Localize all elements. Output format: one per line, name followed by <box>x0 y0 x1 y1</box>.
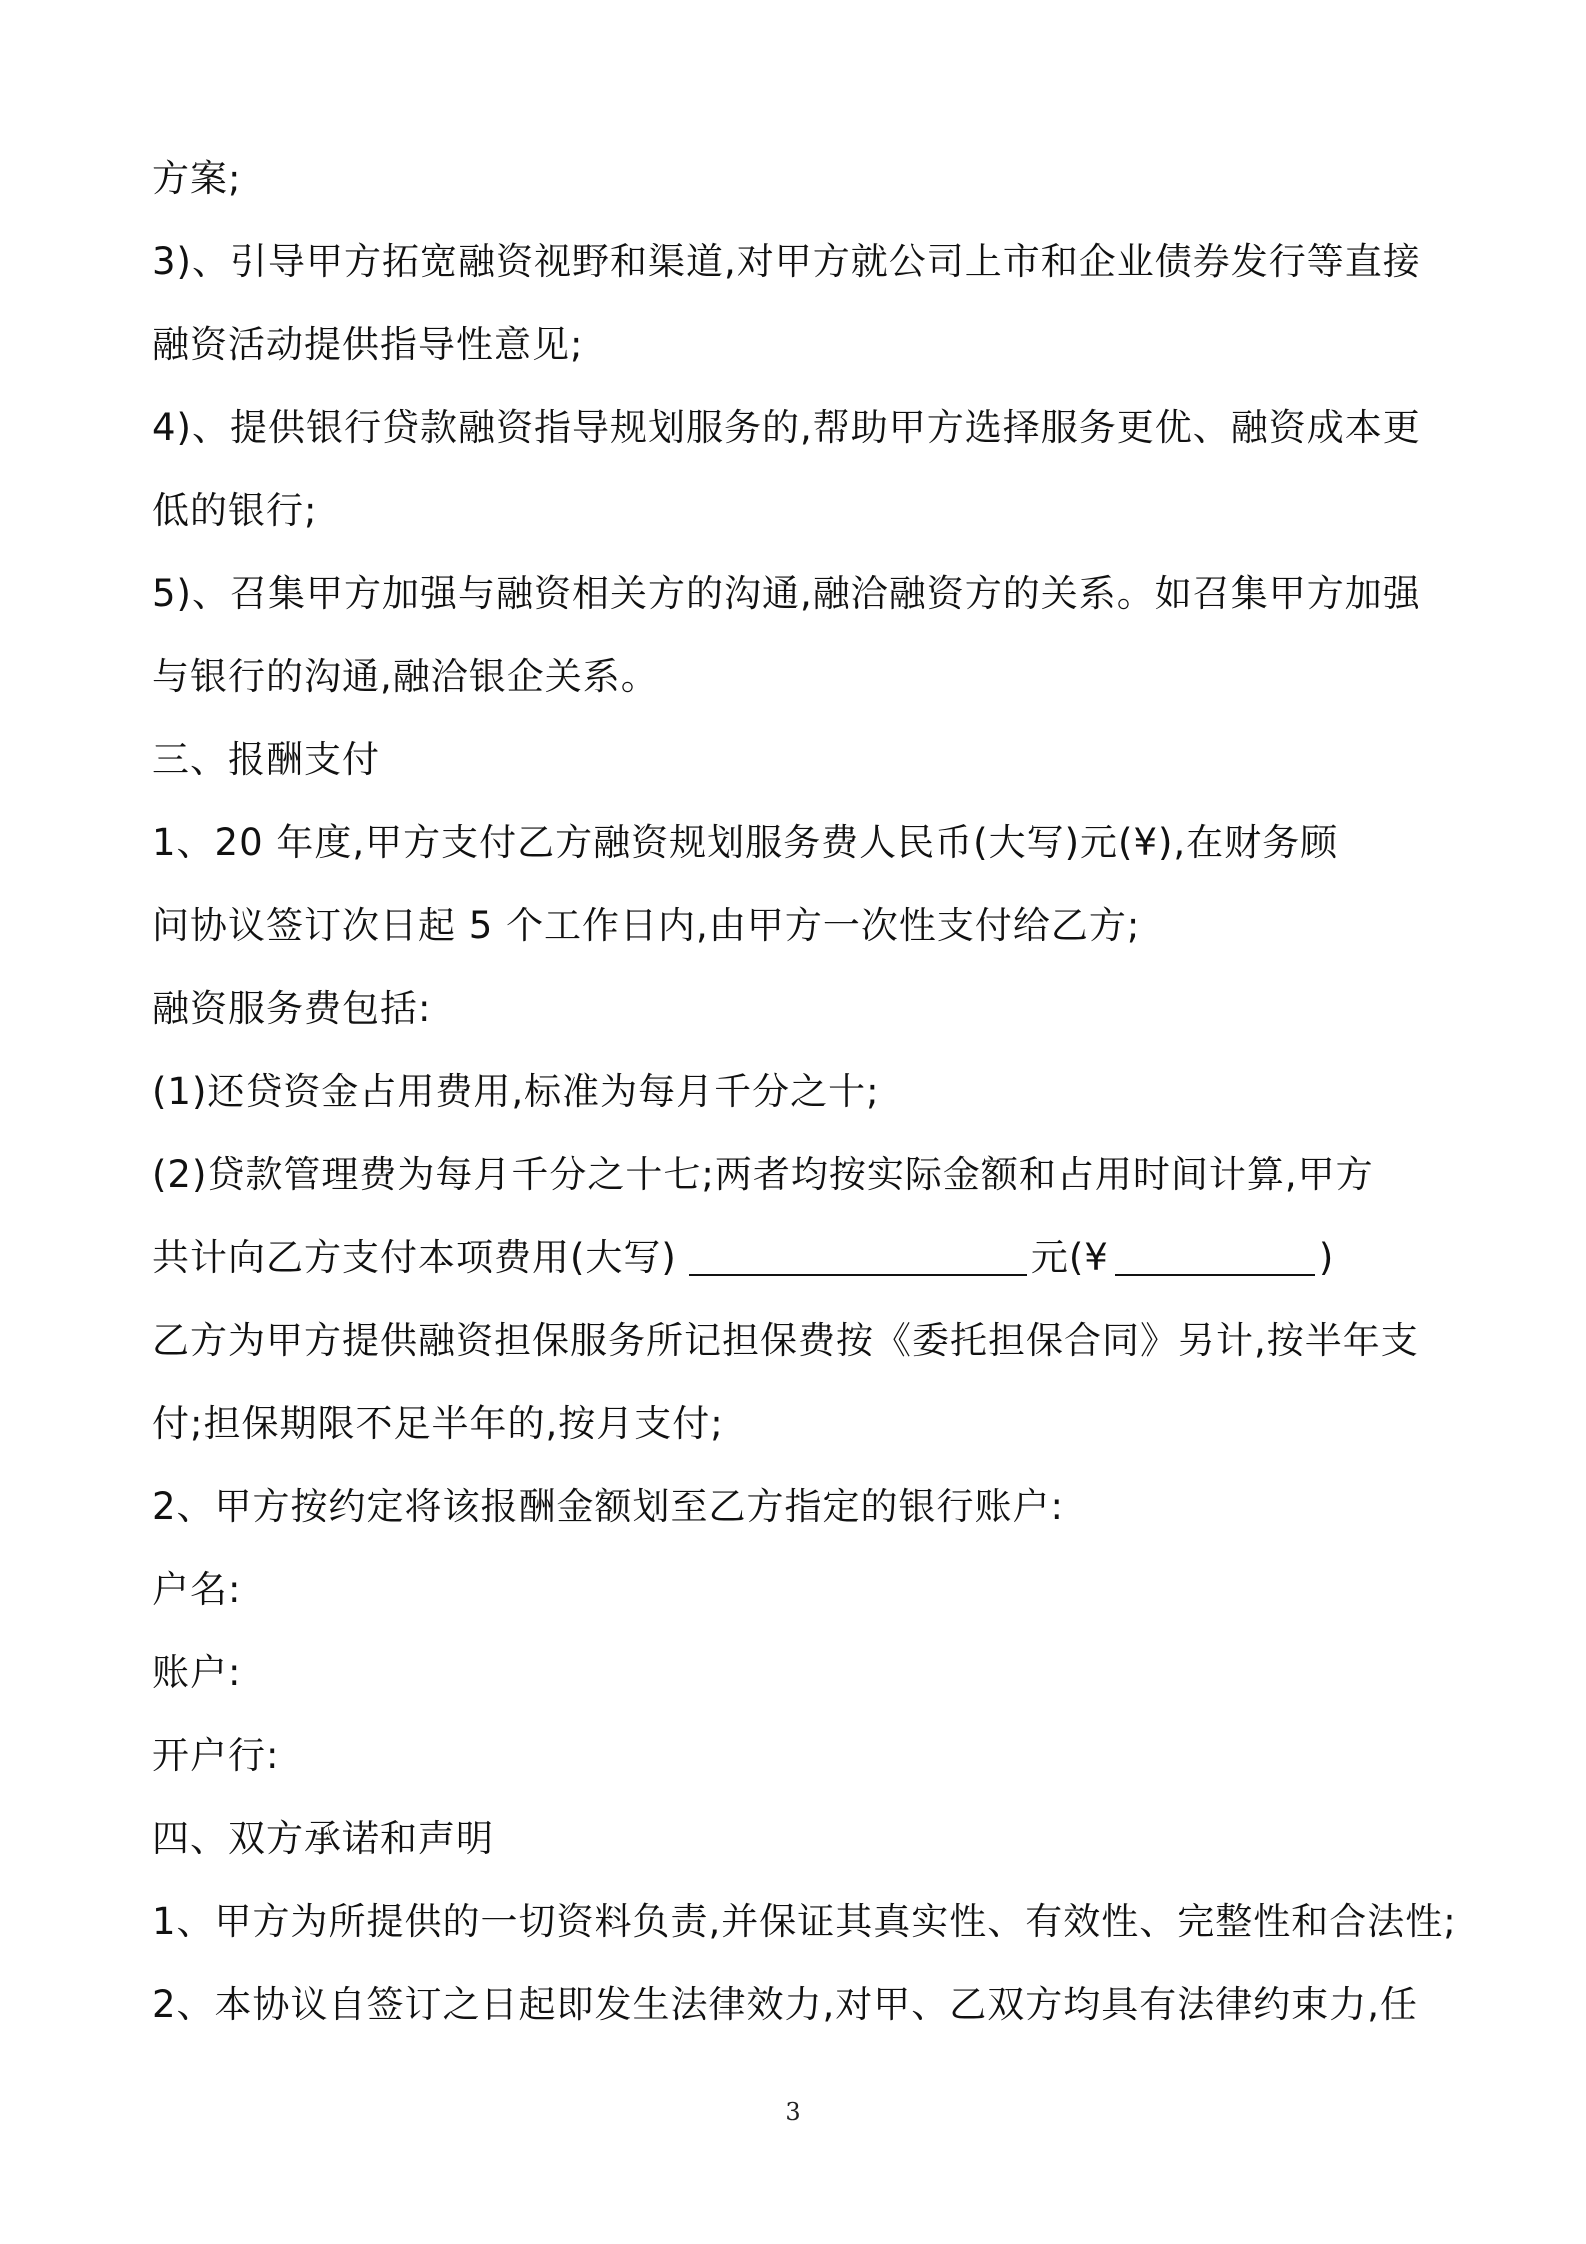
text-line: 低的银行; <box>152 489 318 532</box>
text-line: 与银行的沟通,融洽银企关系。 <box>152 655 659 698</box>
text-line: 付;担保期限不足半年的,按月支付; <box>152 1402 724 1445</box>
text-line: 方案; <box>152 157 242 200</box>
text-line: 5)、召集甲方加强与融资相关方的沟通,融洽融资方的关系。如召集甲方加强 <box>152 572 1421 615</box>
text-line: 乙方为甲方提供融资担保服务所记担保费按《委托担保合同》另计,按半年支 <box>152 1319 1419 1362</box>
fee-suffix: ) <box>1318 1236 1335 1279</box>
amount-words-blank <box>689 1236 1027 1276</box>
text-line: 2、甲方按约定将该报酬金额划至乙方指定的银行账户: <box>152 1485 1065 1528</box>
text-line: 4)、提供银行贷款融资指导规划服务的,帮助甲方选择服务更优、融资成本更 <box>152 406 1421 449</box>
text-line: (2)贷款管理费为每月千分之十七;两者均按实际金额和占用时间计算,甲方 <box>152 1153 1374 1196</box>
text-line: 1、20 年度,甲方支付乙方融资规划服务费人民币(大写)元(¥),在财务顾 <box>152 821 1339 864</box>
text-line: 1、甲方为所提供的一切资料负责,并保证其真实性、有效性、完整性和合法性; <box>152 1900 1457 1943</box>
text-line: 融资服务费包括: <box>152 987 432 1030</box>
text-line: (1)还贷资金占用费用,标准为每月千分之十; <box>152 1070 880 1113</box>
fee-prefix: 共计向乙方支付本项费用(大写) <box>152 1236 677 1279</box>
text-line: 2、本协议自签订之日起即发生法律效力,对甲、乙双方均具有法律约束力,任 <box>152 1983 1419 2026</box>
bank-label: 开户行: <box>152 1734 280 1777</box>
section-heading: 四、双方承诺和声明 <box>152 1817 494 1860</box>
section-heading: 三、报酬支付 <box>152 738 380 781</box>
fee-line <box>152 1234 1452 1282</box>
account-name-label: 户名: <box>152 1568 242 1611</box>
account-number-label: 账户: <box>152 1651 242 1694</box>
page-number: 3 <box>785 2098 801 2126</box>
text-line: 3)、引导甲方拓宽融资视野和渠道,对甲方就公司上市和企业债券发行等直接 <box>152 240 1421 283</box>
amount-figures-blank <box>1115 1236 1315 1276</box>
fee-middle: 元(¥ <box>1030 1236 1109 1279</box>
text-line: 融资活动提供指导性意见; <box>152 323 584 366</box>
text-line: 问协议签订次日起 5 个工作日内,由甲方一次性支付给乙方; <box>152 904 1141 947</box>
